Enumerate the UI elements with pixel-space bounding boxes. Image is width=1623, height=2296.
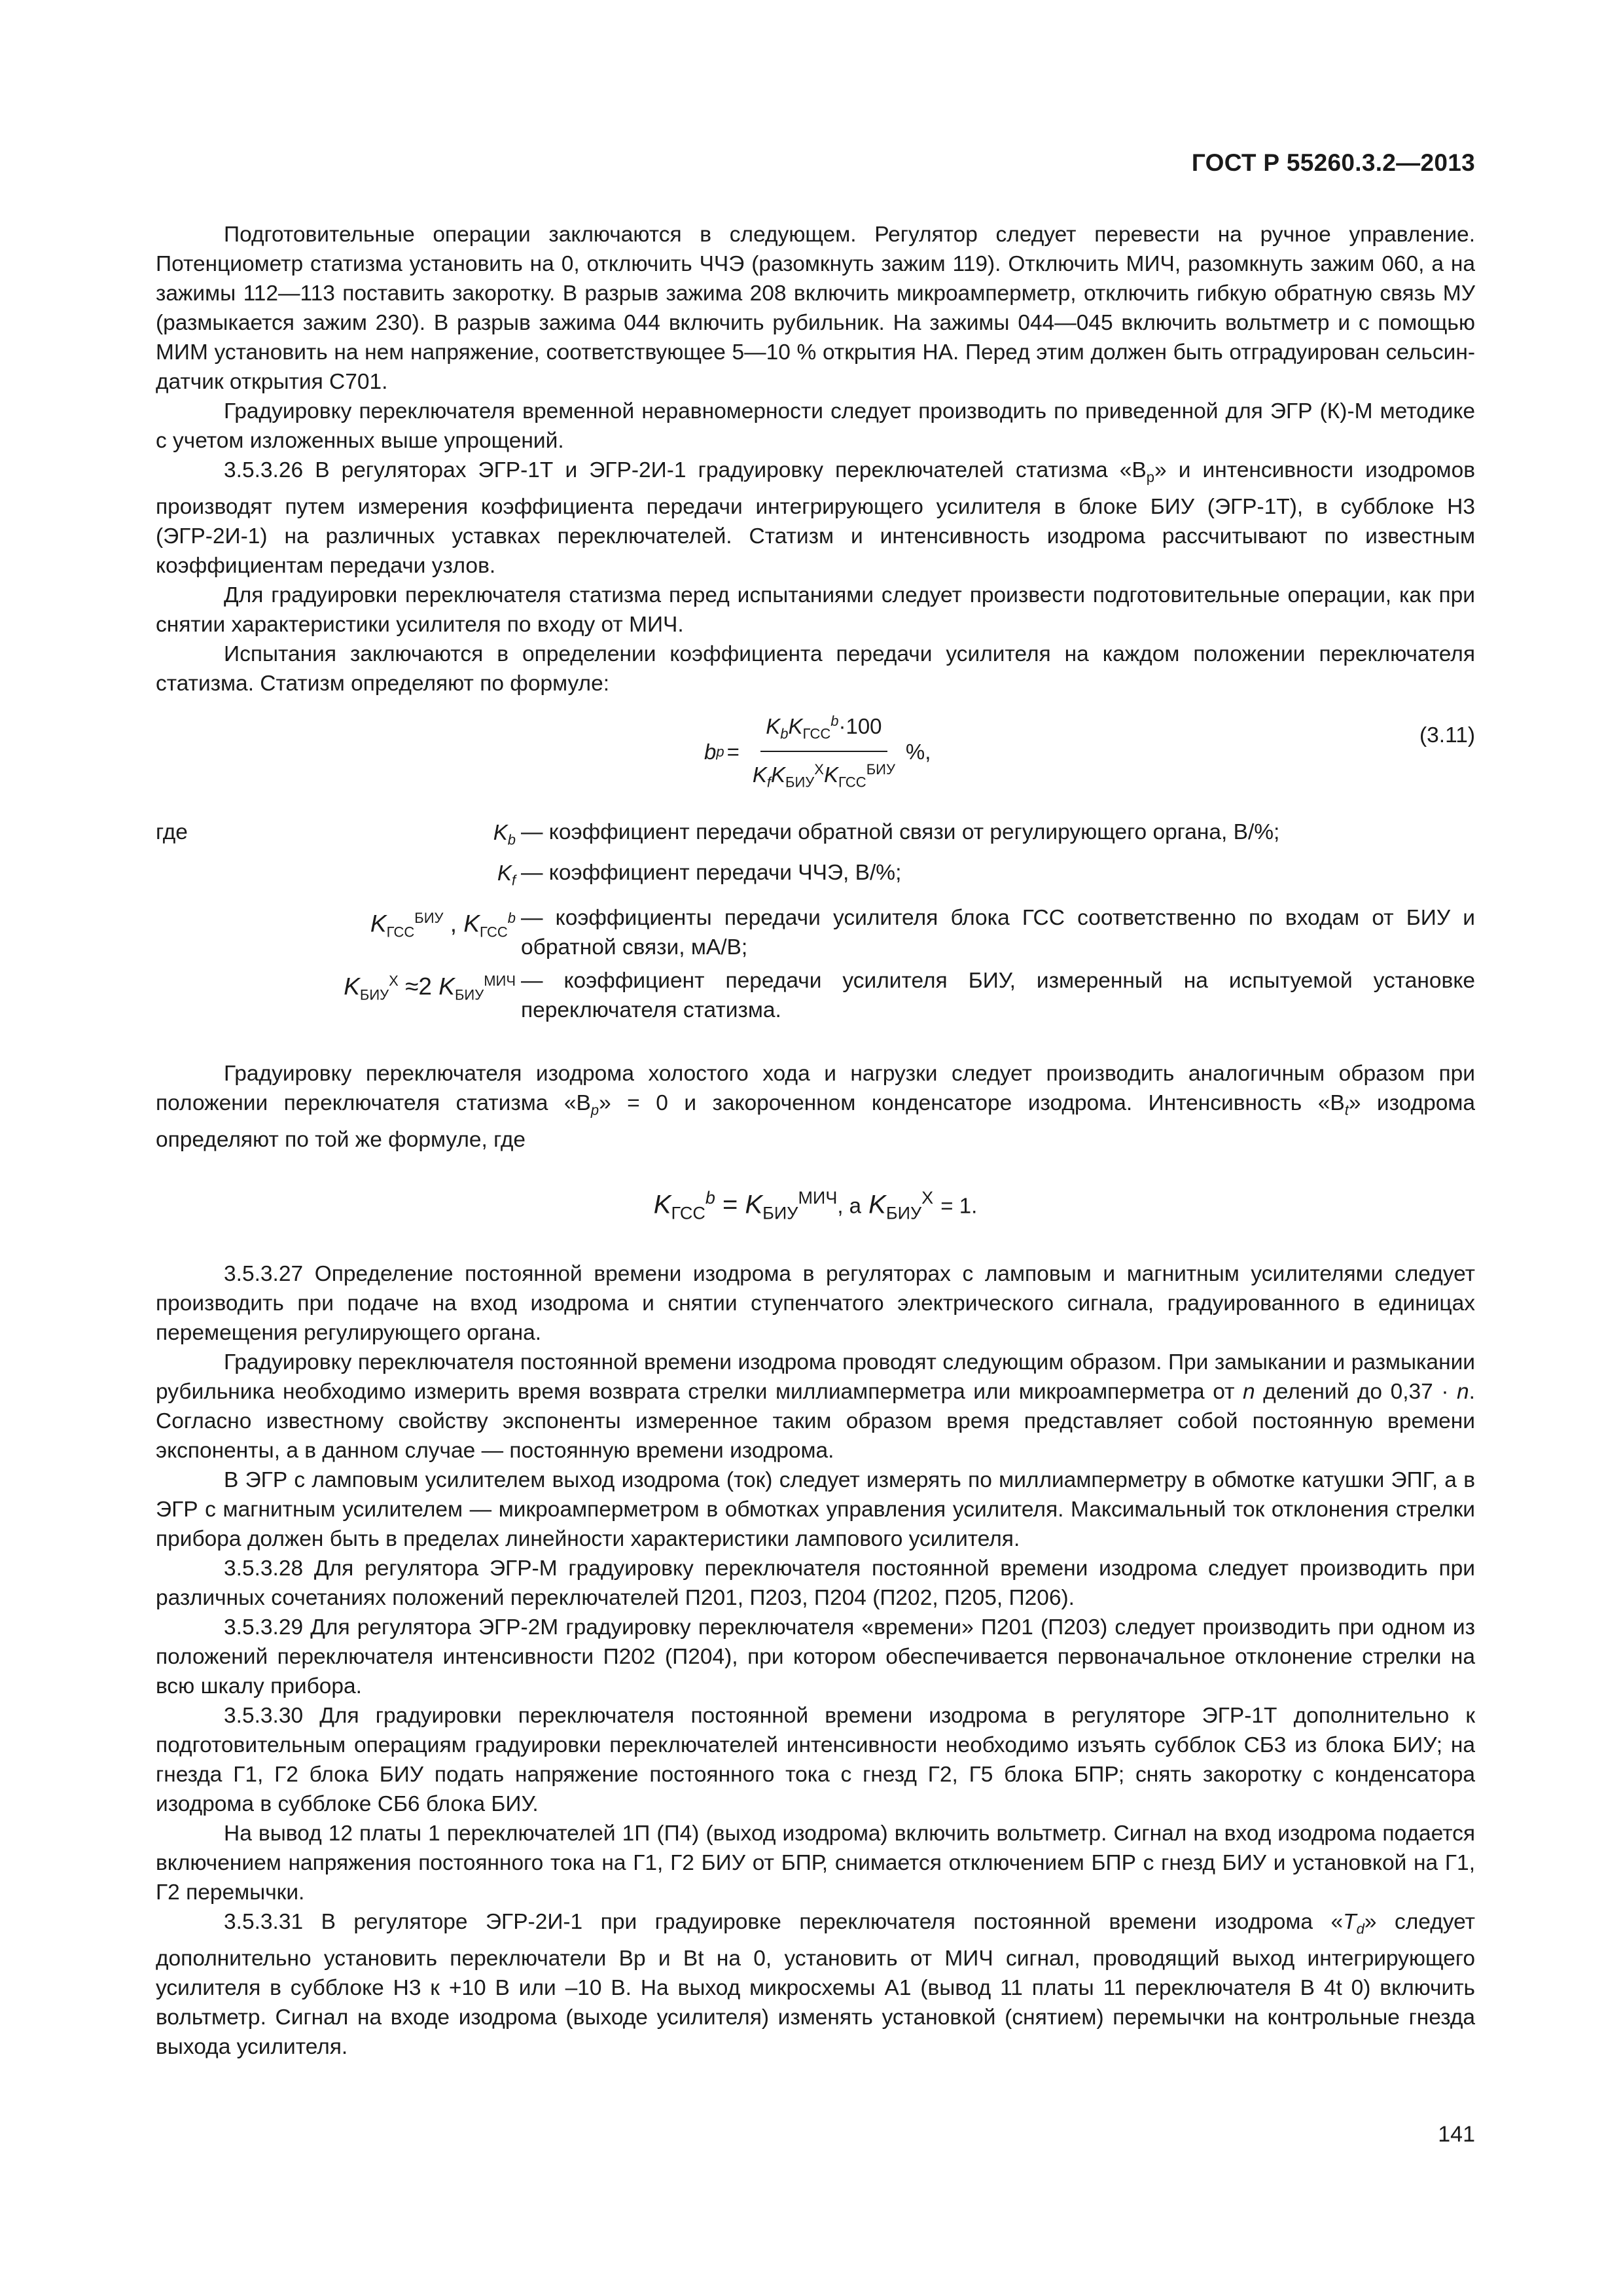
standard-header: ГОСТ Р 55260.3.2—2013 [1191, 149, 1475, 176]
paragraph-3-5-3-30: 3.5.3.30 Для градуировки переключателя постоянной времени изодрома в регуляторе ЭГР-1Т дополнительно к подготовительным операциям градуировки переключателей интенсивности необходимо изъять субблок СБ3 из блока БИУ; на гнезда Г1, Г2 блока БИУ подать напряжение постоянного тока с гнезд Г2, Г5 блока БПР; снять закоротку с конденсатора изодрома в субблоке СБ6 блока БИУ. [156, 1703, 1475, 1816]
paragraph: На вывод 12 платы 1 переключателей 1П (П4) (выход изодрома) включить вольтметр. Сигнал на вход изодрома подается включением напряжения постоянного тока на Г1, Г2 БИУ от БПР, снимается отключением БПР с гнезд БИУ и установкой на Г1, Г2 перемычки. [156, 1821, 1475, 1905]
center-formula: $K_{ГСС}^b = K_{БИУ}^{МИЧ}$, а $K_{БИУ}^Х = 1$. [653, 1187, 978, 1223]
paragraph: Для градуировки переключателя статизма перед испытаниями следует произвести подготовительные операции, как при снятии характеристики усилителя по входу от МИЧ. [156, 583, 1475, 637]
paragraph-3-5-3-31: 3.5.3.31 В регуляторе ЭГР-2И-1 при градуировке переключателя постоянной времени изодрома «$T_d$» следует дополнительно установить переключатели Вр и Bt на 0, установить от МИЧ сигнал, проводящий выход интегрирующего усилителя в субблоке Н3 к +10 В или –10 В. На выход микросхемы А1 (вывод 11 платы 11 переключателя В 4t 0) включить вольтметр. Сигнал на входе изодрома (выходе усилителя) изменять установкой (снятием) перемычки на контрольные гнезда выхода усилителя. [156, 1909, 1475, 2059]
formula-fraction [747, 706, 901, 797]
paragraph-izodrom: Градуировку переключателя изодрома холостого хода и нагрузки следует производить аналогичным образом при положении переключателя статизма «$В_р$» = 0 и закороченном конденсаторе изодрома. Интенсивность «$В_t$» изодрома определяют по той же формуле, где [156, 1061, 1475, 1152]
paragraph-3-5-3-29: 3.5.3.29 Для регулятора ЭГР-2М градуировку переключателя «времени» П201 (П203) следует производить при одном из положений переключателя интенсивности П202 (П204), при котором обеспечивается первоначальное отклонение стрелки на всю шкалу прибора. [156, 1615, 1475, 1698]
legend-row: $K_f$ — коэффициент передачи ЧЧЭ, В/%; [497, 861, 902, 889]
symbol-legend [156, 817, 1475, 1025]
page-number: 141 [1438, 2122, 1475, 2147]
paragraph: В ЭГР с ламповым усилителем выход изодрома (ток) следует измерять по миллиамперметру в обмотке катушки ЭПГ, а в ЭГР с магнитным усилителем — микроамперметром в обмотках управления усилителя. Максимальный ток отклонения стрелки прибора должен быть в пределах линейности характеристики лампового усилителя. [156, 1467, 1475, 1551]
paragraph-3-5-3-27: 3.5.3.27 Определение постоянной времени изодрома в регуляторах с ламповым и магнитным усилителями следует производить при подаче на вход изодрома и снятии ступенчатого электрического сигнала, градуированного в единицах перемещения регулирующего органа. [156, 1261, 1475, 1345]
paragraph-grad-time: Градуировку переключателя постоянной времени изодрома проводят следующим образом. При замыкании и размыкании рубильника необходимо измерить время возврата стрелки миллиамперметра или микроамперметра от n делений до 0,37 · n. Согласно известному свойству экспоненты измеренное таким образом время представляет собой постоянную времени экспоненты, а в данном случае — постоянную времени изодрома. [156, 1350, 1475, 1463]
paragraph: Градуировку переключателя временной неравномерности следует производить по приведенной для ЭГР (К)-М методике с учетом изложенных выше упрощений. [156, 399, 1475, 453]
equation-number: (3.11) [1419, 723, 1475, 747]
formula-3-11 [156, 706, 1475, 798]
paragraph: Испытания заключаются в определении коэффициента передачи усилителя на каждом положении переключателя статизма. Статизм определяют по формуле: [156, 641, 1475, 696]
legend-row: где $K_b$ — коэффициент передачи обратной связи от регулирующего органа, В/%; [156, 819, 1280, 848]
paragraph: Подготовительные операции заключаются в следующем. Регулятор следует перевести на ручное управление. Потенциометр статизма установить на 0, отключить ЧЧЭ (разомкнуть зажим 119). Отключить МИЧ, разомкнуть зажим 060, а на зажимы 112—113 поставить закоротку. В разрыв зажима 208 включить микроамперметр, отключить гибкую обратную связь МУ (размыкается зажим 230). В разрыв зажима 044 включить рубильник. На зажимы 044—045 включить вольтметр и с помощью МИМ установить на нем напряжение, соответствующее 5—10 % открытия НА. Перед этим должен быть отградуирован сельсин-датчик открытия С701. [156, 223, 1475, 394]
legend-row: $K_{БИУ}^Х \approx 2$ $K_{БИУ}^{МИЧ}$ — коэффициент передачи усилителя БИУ, измеренный на испытуемой установке переключателя статизма. [344, 968, 1475, 1022]
formula-denominator: $K_fK_{БИУ}^ХK_{ГСС}^{БИУ}$ [752, 761, 895, 791]
legend-row: $K_{ГСС}^{БИУ}$ , $K_{ГСС}^b$ — коэффициенты передачи усилителя блока ГСС соответственно по входам от БИУ и обратной связи, мА/В; [370, 905, 1475, 960]
formula-numerator: $K_bK_{ГСС}^b\cdot 100$ [760, 706, 887, 753]
formula-expression: b p = $\frac{K_bK_{ГСС}^b\cdot 100}{K_fK_{БИУ}^ХK_{ГСС}^{БИУ}}$ %, [704, 706, 931, 797]
paragraph-3-5-3-26: 3.5.3.26 В регуляторах ЭГР-1Т и ЭГР-2И-1 градуировку переключателей статизма «$В_р$» и интенсивности изодромов производят путем измерения коэффициента передачи интегрирующего усилителя в блоке БИУ (ЭГР-1Т), в субблоке Н3 (ЭГР-2И-1) на различных уставках переключателей. Статизм и интенсивность изодрома рассчитывают по известным коэффициентам передачи узлов. [156, 458, 1476, 578]
paragraph-3-5-3-28: 3.5.3.28 Для регулятора ЭГР-М градуировку переключателя постоянной времени изодрома следует производить при различных сочетаниях положений переключателей П201, П203, П204 (П202, П205, П206). [156, 1556, 1475, 1610]
page-content [156, 220, 1475, 2062]
